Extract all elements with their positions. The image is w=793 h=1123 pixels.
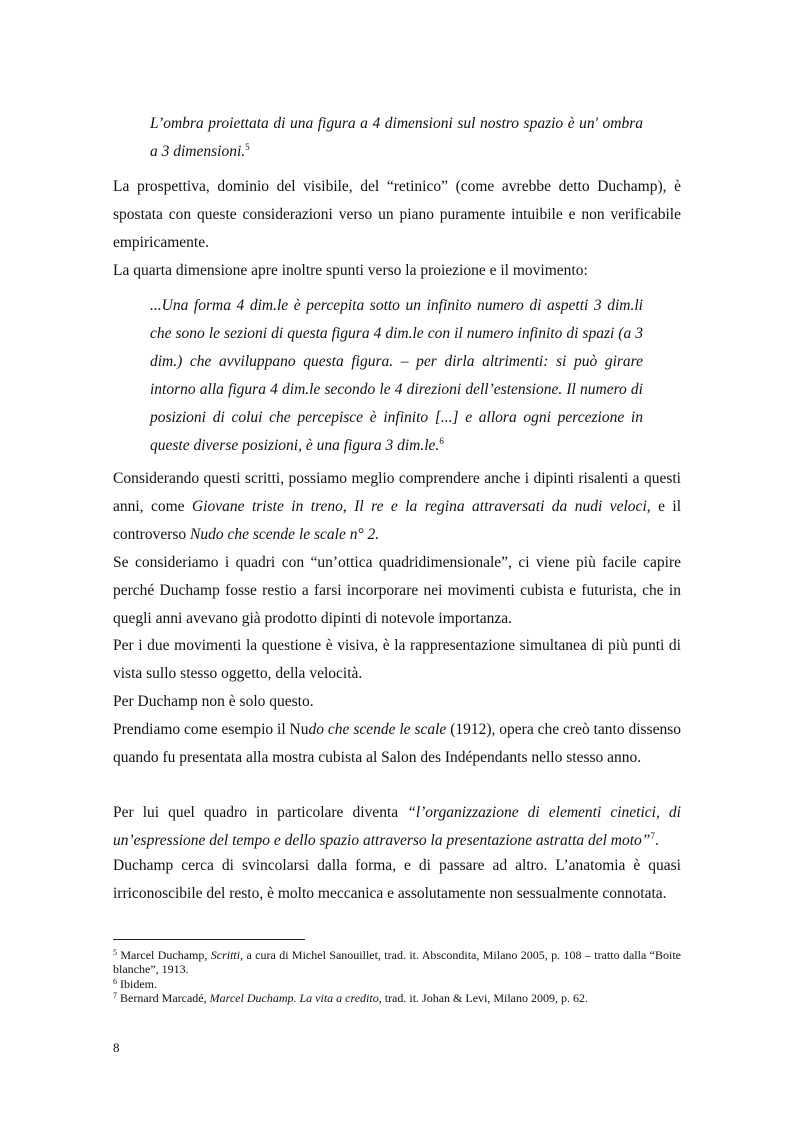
- artwork-title: Nudo che scende le scale n° 2.: [190, 526, 380, 543]
- footnote-5: $^5$ Marcel Duchamp, Scritti, a cura di Michel Sanouillet, trad. it. Abscondita, Milano 2005, p. 108 – tratto dalla “Boite blanche”, 1913.: [113, 948, 681, 976]
- paragraph-esempio: Prendiamo come esempio il Nudo che scende le scale (1912), opera che creò tanto dissenso quando fu presentata alla mostra cubista al Salon des Indépendants nello stesso anno.: [113, 721, 682, 766]
- footnote-6: $^6$ Ibidem.: [113, 977, 157, 991]
- page-number: 8: [113, 1040, 120, 1055]
- artwork-title: do che scende le scale: [308, 721, 447, 738]
- citation-quote: “l’organizzazione di elementi cinetici, di un’espressione del tempo e dello spazio attraverso la presentazione astratta del moto”: [113, 804, 681, 849]
- paragraph-anatomia: Duchamp cerca di svincolarsi dalla forma, e di passare ad altro. L’anatomia è quasi irriconoscibile del resto, è molto meccanica e assolutamente non sessualmente connotata.: [113, 857, 681, 902]
- footnote-7: $^7$ Bernard Marcadé, Marcel Duchamp. La vita a credito, trad. it. Johan & Levi, Milano 2009, p. 62.: [113, 991, 589, 1005]
- block-quote-2: [150, 292, 643, 460]
- quote-text: L’ombra proiettata di una figura a 4 dimensioni sul nostro spazio è un' ombra a 3 dimensioni.: [150, 115, 643, 160]
- paragraph-quadridimensionale: Se consideriamo i quadri con “un’ottica quadridimensionale”, ci viene più facile capire perché Duchamp fosse restio a farsi incorporare nei movimenti cubista e futurista, che in quegli anni avevano già prodotto dipinti di notevole importanza.: [113, 554, 681, 627]
- footnote-ref-5[interactable]: 5: [245, 142, 250, 152]
- paragraph-movimenti: Per i due movimenti la questione è visiva, è la rappresentazione simultanea di più punti di vista sullo stesso oggetto, della velocità.: [113, 637, 681, 682]
- paragraph-considerando: Considerando questi scritti, possiamo meglio comprendere anche i dipinti risalenti a questi anni, come Giovane triste in treno, Il re e la regina attraversati da nudi veloci, e il controverso Nudo che scende le scale n° 2.: [113, 470, 681, 543]
- paragraph-non-solo: Per Duchamp non è solo questo.: [113, 693, 314, 710]
- block-quote-1: [150, 110, 643, 166]
- footnote-separator: [113, 939, 305, 940]
- footnote-ref-6[interactable]: 6: [439, 436, 444, 446]
- footnote-ref-7[interactable]: 7: [650, 831, 655, 841]
- paragraph-quarta-dimensione: La quarta dimensione apre inoltre spunti verso la proiezione e il movimento:: [113, 262, 588, 279]
- paragraph-prospettiva: La prospettiva, dominio del visibile, del “retinico” (come avrebbe detto Duchamp), è spostata con queste considerazioni verso un piano puramente intuibile e non verificabile empiricamente.: [113, 178, 681, 251]
- paragraph-quadro: Per lui quel quadro in particolare diventa “l’organizzazione di elementi cinetici, di un’espressione del tempo e dello spazio attraverso la presentazione astratta del moto”$^7$.: [113, 804, 681, 849]
- quote-text: ...Una forma 4 dim.le è percepita sotto un infinito numero di aspetti 3 dim.li che sono le sezioni di questa figura 4 dim.le con il numero infinito di spazi (a 3 dim.) che avviluppano questa figura. – per dirla altrimenti: si può girare intorno alla figura 4 dim.le secondo le 4 direzioni dell’estensione. Il numero di posizioni di colui che percepisce è infinito [...] e allora ogni percezione in queste diverse posizioni, è una figura 3 dim.le.: [150, 297, 643, 454]
- artwork-titles: Giovane triste in treno, Il re e la regina attraversati da nudi veloci,: [192, 498, 651, 515]
